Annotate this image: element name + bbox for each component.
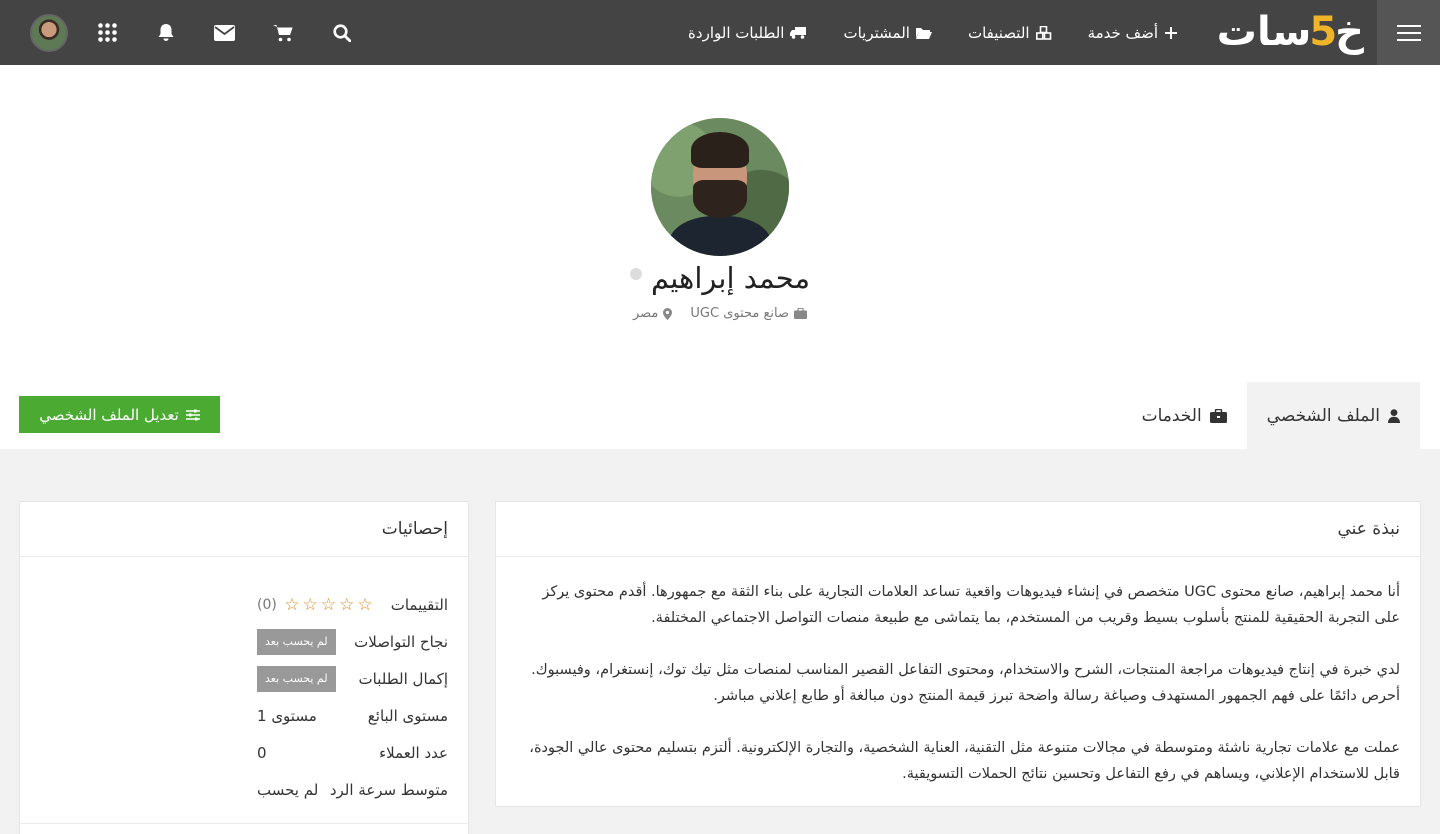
stats-list xyxy=(20,557,468,808)
avatar xyxy=(30,14,68,52)
stat-label: عدد العملاء xyxy=(379,743,448,762)
briefcase-icon xyxy=(794,308,807,319)
profile-country xyxy=(633,306,672,321)
stat-row-ratings xyxy=(20,586,468,623)
stat-value: 0 xyxy=(257,743,267,762)
stat-label: نجاح التواصلات xyxy=(354,632,448,651)
star-empty-icon: ☆ xyxy=(320,594,337,615)
profile-tabs xyxy=(1122,382,1420,449)
status-badge: لم يحسب بعد xyxy=(257,666,336,692)
stat-row-communication xyxy=(20,623,468,660)
star-empty-icon: ☆ xyxy=(357,594,373,615)
user-avatar-menu[interactable] xyxy=(20,0,79,65)
bell-icon xyxy=(157,23,175,42)
envelope-icon xyxy=(214,25,235,41)
stats-title: إحصائيات xyxy=(20,502,468,557)
folder-open-icon xyxy=(916,26,932,39)
nav-icon-group xyxy=(20,0,371,65)
about-body xyxy=(496,557,1420,787)
about-paragraph: لدي خبرة في إنتاج فيديوهات مراجعة المنتجات، الشرح والاستخدام، ومحتوى التفاعل القصير المناسب لمنصات مثل تيك توك، إنستغرام، وفيسبوك. أحرص دائمًا على فهم الجمهور المستهدف وصياغة رسالة واضحة تبرز قيمة المنتج دون مبالغة أو طابع إعلاني مباشر. xyxy=(531,662,1400,704)
hamburger-menu-button[interactable] xyxy=(1377,0,1440,65)
nav-incoming-orders-label: الطلبات الواردة xyxy=(688,23,785,42)
map-marker-icon xyxy=(663,308,672,320)
tab-profile-label: الملف الشخصي xyxy=(1266,405,1380,426)
ratings-count: (0) xyxy=(257,596,277,613)
star-empty-icon: ☆ xyxy=(302,594,318,615)
logo-text-part1: خ xyxy=(1335,9,1364,55)
logo-five-mark: 5 xyxy=(1309,9,1338,55)
search-button[interactable] xyxy=(313,0,372,65)
tab-profile[interactable] xyxy=(1247,382,1420,449)
stat-row-response-time xyxy=(20,771,468,808)
stat-value: مستوى 1 xyxy=(257,706,317,725)
truck-icon xyxy=(790,26,807,39)
tab-services[interactable] xyxy=(1122,382,1247,449)
apps-button[interactable] xyxy=(79,0,138,65)
briefcase-icon xyxy=(1210,409,1227,423)
cart-icon xyxy=(273,24,293,42)
nav-purchases[interactable] xyxy=(843,24,931,42)
stat-row-clients xyxy=(20,734,468,771)
about-title: نبذة عني xyxy=(496,502,1420,557)
top-navbar xyxy=(0,0,1440,65)
nav-categories-label: التصنيفات xyxy=(967,23,1030,42)
stat-value: لم يحسب xyxy=(257,780,319,799)
hamburger-icon xyxy=(1397,20,1421,46)
nav-add-service-label: أضف خدمة xyxy=(1087,23,1158,42)
cart-button[interactable] xyxy=(254,0,313,65)
nav-add-service[interactable] xyxy=(1088,24,1178,42)
profile-meta xyxy=(0,306,1440,321)
profile-name-row xyxy=(0,261,1440,295)
sliders-icon xyxy=(186,409,200,421)
notifications-button[interactable] xyxy=(137,0,196,65)
search-icon xyxy=(333,24,351,42)
rating-stars xyxy=(257,595,374,615)
star-empty-icon: ☆ xyxy=(284,594,300,615)
profile-country-text: مصر xyxy=(632,306,659,321)
stat-row-completion xyxy=(20,660,468,697)
logo-text-part2: سات xyxy=(1216,9,1312,55)
stat-row-seller-level xyxy=(20,697,468,734)
plus-icon xyxy=(1164,26,1178,40)
profile-job-title xyxy=(690,306,807,321)
stat-label: مستوى البائع xyxy=(367,706,448,725)
online-status-dot xyxy=(630,268,642,280)
stats-card xyxy=(19,501,469,834)
messages-button[interactable] xyxy=(196,0,255,65)
edit-profile-label: تعديل الملف الشخصي xyxy=(39,405,179,424)
stats-divider xyxy=(20,823,468,824)
nav-purchases-label: المشتريات xyxy=(843,23,910,42)
about-paragraph: أنا محمد إبراهيم، صانع محتوى UGC متخصص في إنشاء فيديوهات واقعية تساعد العلامات التجارية على بناء الثقة مع جمهورها. أقدم محتوى يركز على التجربة الحقيقية للمنتج بأسلوب بسيط وقريب من المستخدم، بما يتماشى مع طبيعة منصات التواصل الاجتماعي المختلفة. xyxy=(542,584,1400,626)
star-empty-icon: ☆ xyxy=(339,594,355,615)
profile-job-title-text: صانع محتوى UGC xyxy=(690,306,790,321)
user-icon xyxy=(1388,409,1400,423)
stat-label: التقييمات xyxy=(390,595,448,614)
about-paragraph: عملت مع علامات تجارية ناشئة ومتوسطة في مجالات متنوعة مثل التقنية، العناية الشخصية، والتجارة الإلكترونية. ألتزم بتسليم محتوى عالي الجودة، قابل للاستخدام الإعلاني، ويساهم في رفع التفاعل وتحسين نتائج الحملات التسويقية. xyxy=(529,740,1400,782)
profile-name: محمد إبراهيم xyxy=(651,261,810,295)
stat-label: متوسط سرعة الرد xyxy=(329,780,448,799)
profile-photo xyxy=(651,118,789,256)
apps-grid-icon xyxy=(98,23,117,42)
tab-services-label: الخدمات xyxy=(1141,405,1202,426)
cubes-icon xyxy=(1036,26,1052,40)
about-card xyxy=(495,501,1421,807)
edit-profile-button[interactable] xyxy=(19,396,220,433)
main-nav-links xyxy=(652,0,1178,65)
nav-categories[interactable] xyxy=(968,24,1052,42)
profile-header xyxy=(0,65,1440,449)
site-logo[interactable] xyxy=(1217,9,1364,55)
nav-incoming-orders[interactable] xyxy=(688,24,807,42)
stat-label: إكمال الطلبات xyxy=(358,669,448,688)
status-badge: لم يحسب بعد xyxy=(257,629,336,655)
